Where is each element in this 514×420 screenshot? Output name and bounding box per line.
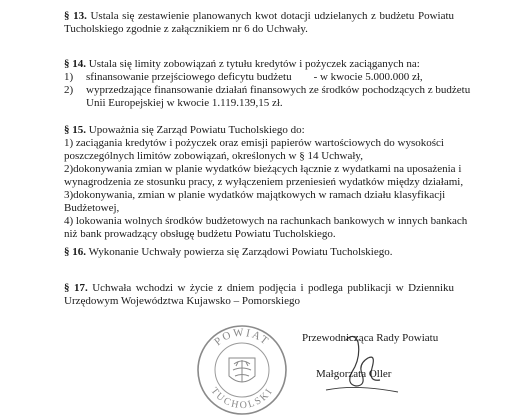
paragraph-17 [64, 282, 454, 308]
paragraph-13 [64, 10, 454, 36]
paragraph-15-line: 1) zaciągania kredytów i pożyczek oraz emisji papierów wartościowych do wysokości [64, 137, 444, 149]
paragraph-13-line2: Tucholskiego zgodnie z załącznikiem nr 6 do Uchwały. [64, 23, 308, 35]
eagle-emblem-icon [229, 358, 255, 382]
paragraph-17-number: § 17. [64, 282, 88, 294]
item-1-amount: - w kwocie 5.000.000 zł, [313, 71, 423, 83]
paragraph-16 [64, 246, 454, 259]
signature-role: Przewodnicząca Rady Powiatu [302, 332, 439, 344]
official-stamp [196, 318, 288, 418]
paragraph-16-number: § 16. [64, 246, 86, 258]
paragraph-14-item-2: 2) wyprzedzające finansowanie działań finansowych ze środków pochodzących z budżetu [64, 84, 471, 96]
paragraph-15-line: wynagrodzenia ze stosunku pracy, z wyłączeniem przeniesień wydatków między działami, [64, 176, 464, 188]
stamp-bottom-text: TUCHOLSKI [208, 385, 276, 412]
paragraph-15 [64, 124, 468, 241]
paragraph-14-item-1: 1) sfinansowanie przejściowego deficytu budżetu - w kwocie 5.000.000 zł, [64, 71, 423, 83]
stamp-top-text: POWIAT [212, 326, 272, 349]
paragraph-15-line: 4) lokowania wolnych środków budżetowych na rachunkach bankowych w innych bankach [64, 215, 468, 227]
paragraph-14-item-2-cont: Unii Europejskiej w kwocie 1.119.139,15 zł. [86, 97, 283, 109]
paragraph-15-line: 3)dokonywania, zmian w planie wydatków majątkowych w ramach działu klasyfikacji [64, 189, 446, 201]
paragraph-15-number: § 15. [64, 124, 86, 136]
signature-name: Małgorzata Oller [316, 368, 392, 380]
paragraph-14-intro: Ustala się limity zobowiązań z tytułu kredytów i pożyczek zaciąganych na: [88, 58, 420, 70]
paragraph-17-line2: Urzędowym Województwa Kujawsko – Pomorskiego [64, 295, 300, 307]
paragraph-15-line: Budżetowej, [64, 202, 120, 214]
paragraph-13-number: § 13. [64, 10, 87, 22]
paragraph-15-line: niż bank prowadzący obsługę budżetu Powiatu Tucholskiego. [64, 228, 336, 240]
paragraph-17-line1: Uchwała wchodzi w życie z dniem podjęcia i podlega publikacji w Dzienniku [92, 282, 455, 294]
paragraph-15-line: 2)dokonywania zmian w planie wydatków bieżących łącznie z wydatkami na uposażenia i [64, 163, 462, 175]
paragraph-15-line: poszczególnych limitów zobowiązań, określonych w § 14 Uchwały, [64, 150, 363, 162]
paragraph-13-line1: Ustala się zestawienie planowanych kwot dotacji udzielanych z budżetu Powiatu [90, 10, 455, 22]
paragraph-15-intro: Upoważnia się Zarząd Powiatu Tucholskiego do: [88, 124, 305, 136]
paragraph-16-text: Wykonanie Uchwały powierza się Zarządowi Powiatu Tucholskiego. [88, 246, 393, 258]
paragraph-14 [64, 58, 471, 110]
paragraph-14-number: § 14. [64, 58, 86, 70]
